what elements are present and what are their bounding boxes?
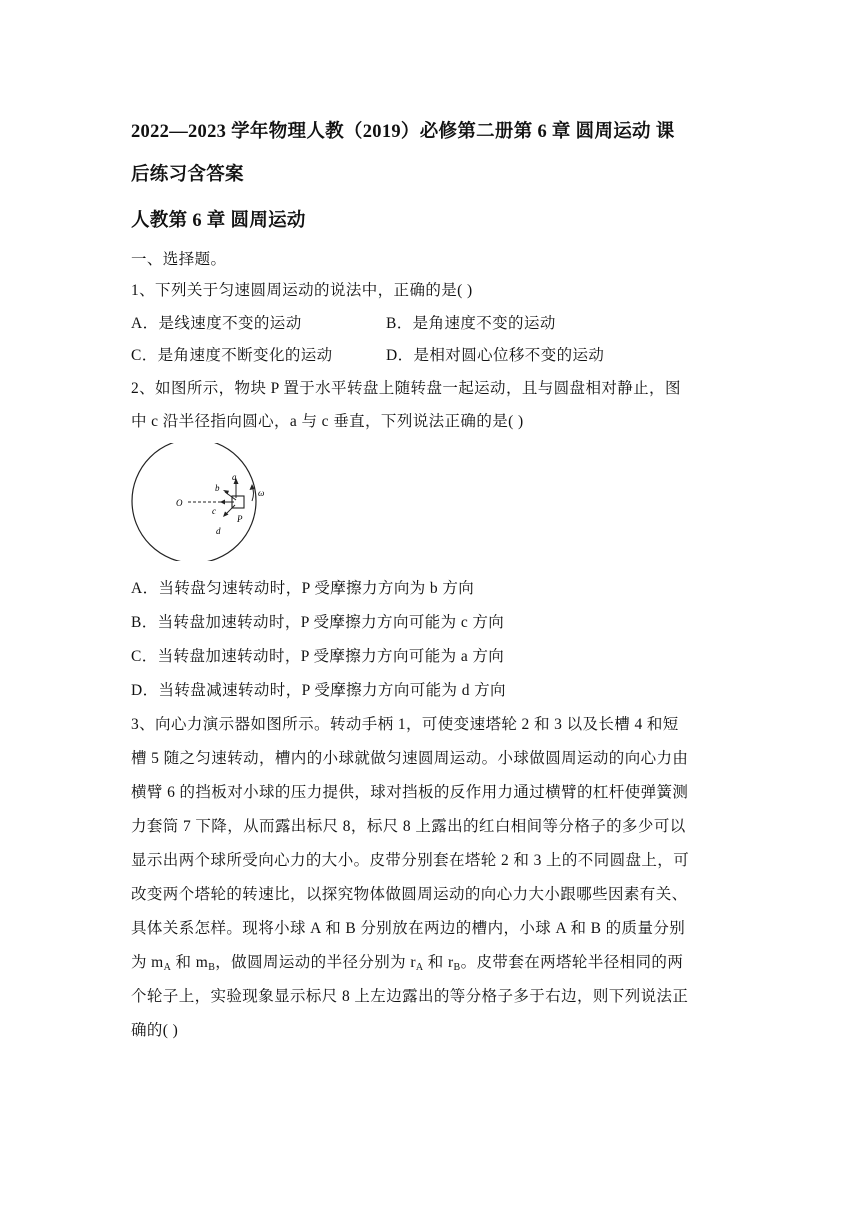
turntable-figure <box>128 443 278 561</box>
q1-stem: 1、下列关于匀速圆周运动的说法中，正确的是( ) <box>131 282 473 299</box>
q2-stem-line2: 中 c 沿半径指向圆心，a 与 c 垂直，下列说法正确的是( ) <box>131 413 524 430</box>
label-b: b <box>215 483 220 493</box>
q2-option-b: B．当转盘加速转动时，P 受摩擦力方向可能为 c 方向 <box>131 614 505 631</box>
doc-title-line1: 2022—2023 学年物理人教（2019）必修第二册第 6 章 圆周运动 课 <box>131 122 675 142</box>
q2-option-a: A．当转盘匀速转动时，P 受摩擦力方向为 b 方向 <box>131 580 475 597</box>
q3-line2: 槽 5 随之匀速转动，槽内的小球就做匀速圆周运动。小球做圆周运动的向心力由 <box>131 750 689 767</box>
label-p: P <box>237 514 243 524</box>
q3-line3: 横臂 6 的挡板对小球的压力提供，球对挡板的反作用力通过横臂的杠杆使弹簧测 <box>131 784 689 801</box>
q3-line8: 为 $m_A$ 和 $m_B$，做圆周运动的半径分别为 $r_A$ 和 $r_B$。皮带套在两塔轮半径相同的两 <box>131 954 684 973</box>
q1-option-b: B．是角速度不变的运动 <box>386 315 556 332</box>
q2-option-d: D．当转盘减速转动时，P 受摩擦力方向可能为 d 方向 <box>131 682 506 699</box>
q3-line6: 改变两个塔轮的转速比，以探究物体做圆周运动的向心力大小跟哪些因素有关、 <box>131 886 688 903</box>
doc-title-line2: 后练习含答案 <box>131 165 244 185</box>
q2-option-c: C．当转盘加速转动时，P 受摩擦力方向可能为 a 方向 <box>131 648 505 665</box>
q3-line9: 个轮子上，实验现象显示标尺 8 上左边露出的等分格子多于右边，则下列说法正 <box>131 988 689 1005</box>
q3-line4: 力套筒 7 下降，从而露出标尺 8，标尺 8 上露出的红白相间等分格子的多少可以 <box>131 818 686 835</box>
section-heading: 一、选择题。 <box>131 251 227 268</box>
label-omega: ω <box>258 488 265 498</box>
q3-line10: 确的( ) <box>131 1022 179 1039</box>
label-o: O <box>176 498 183 508</box>
q1-option-a: A．是线速度不变的运动 <box>131 315 302 332</box>
q1-option-c: C．是角速度不断变化的运动 <box>131 347 333 364</box>
q3-line7: 具体关系怎样。现将小球 A 和 B 分别放在两边的槽内，小球 A 和 B 的质量分别 <box>131 920 686 937</box>
arrow-c-head <box>220 500 225 505</box>
chapter-heading: 人教第 6 章 圆周运动 <box>131 211 306 231</box>
q1-option-d: D．是相对圆心位移不变的运动 <box>386 347 605 364</box>
label-d: d <box>216 526 221 536</box>
q2-stem-line1: 2、如图所示，物块 P 置于水平转盘上随转盘一起运动，且与圆盘相对静止，图 <box>131 380 681 397</box>
label-a: a <box>232 472 237 482</box>
label-c: c <box>212 506 216 516</box>
q3-line5: 显示出两个球所受向心力的大小。皮带分别套在塔轮 2 和 3 上的不同圆盘上，可 <box>131 852 690 869</box>
q3-line1: 3、向心力演示器如图所示。转动手柄 1，可使变速塔轮 2 和 3 以及长槽 4 和短 <box>131 716 679 733</box>
